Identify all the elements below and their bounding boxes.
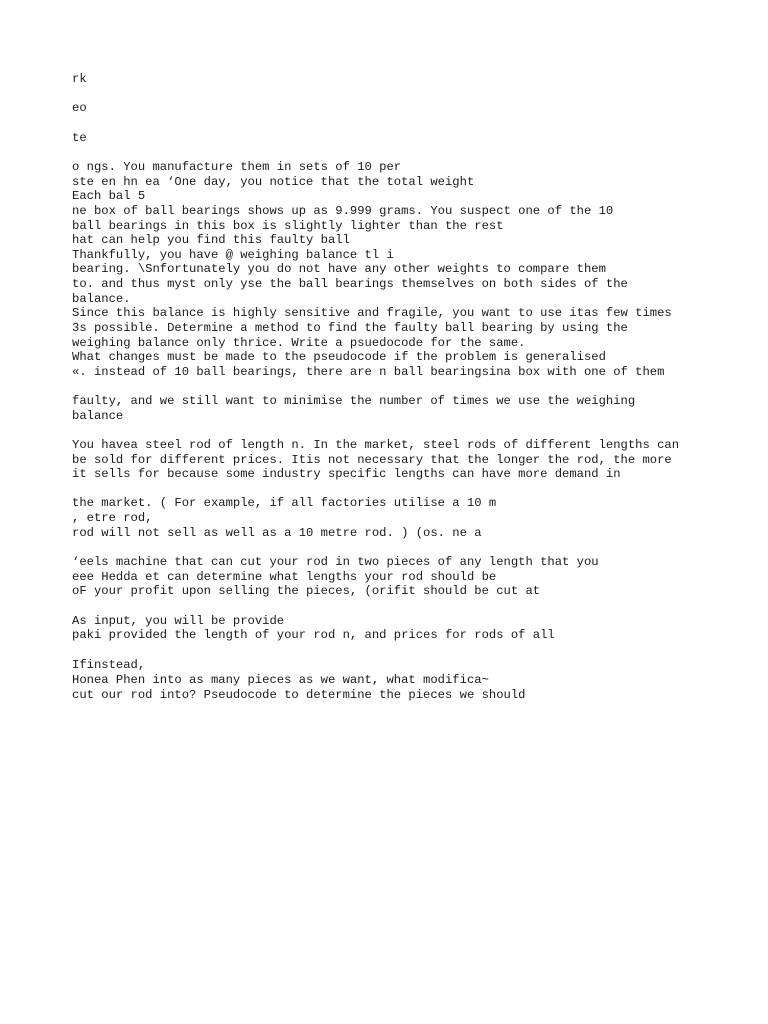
text-line: «. instead of 10 ball bearings, there are n ball bearingsina box with one of them	[72, 365, 665, 379]
text-line: balance.	[72, 292, 131, 306]
text-line: Since this balance is highly sensitive and fragile, you want to use itas few times	[72, 306, 672, 320]
text-line: oF your profit upon selling the pieces, (orifit should be cut at	[72, 584, 541, 598]
text-line: cut our rod into? Pseudocode to determine the pieces we should	[72, 688, 526, 702]
text-line: to. and thus myst only yse the ball bearings themselves on both sides of the	[72, 277, 628, 291]
text-line: weighing balance only thrice. Write a psuedocode for the same.	[72, 336, 526, 350]
text-line: balance	[72, 409, 124, 423]
fragment-line: eo	[72, 101, 87, 115]
text-line: , etre rod,	[72, 511, 153, 525]
text-line: Each bal 5	[72, 189, 146, 203]
text-line: As input, you will be provide	[72, 614, 285, 628]
text-line: rod will not sell as well as a 10 metre rod. ) (os. ne a	[72, 526, 482, 540]
text-line: ball bearings in this box is slightly lighter than the rest	[72, 219, 504, 233]
text-line: paki provided the length of your rod n, and prices for rods of all	[72, 628, 555, 642]
text-line: bearing. \Snfortunately you do not have any other weights to compare them	[72, 262, 606, 276]
text-line: be sold for different prices. Itis not necessary that the longer the rod, the more	[72, 453, 672, 467]
text-line: ste en hn ea ‘One day, you notice that the total weight	[72, 175, 475, 189]
text-line: You havea steel rod of length n. In the market, steel rods of different lengths can	[72, 438, 680, 452]
text-line: faulty, and we still want to minimise the number of times we use the weighing	[72, 394, 636, 408]
text-line: ‘eels machine that can cut your rod in two pieces of any length that you	[72, 555, 599, 569]
text-line: ne box of ball bearings shows up as 9.999 grams. You suspect one of the 10	[72, 204, 614, 218]
text-line: o ngs. You manufacture them in sets of 10 per	[72, 160, 402, 174]
text-line: What changes must be made to the pseudocode if the problem is generalised	[72, 350, 606, 364]
text-line: the market. ( For example, if all factories utilise a 10 m	[72, 496, 497, 510]
text-line: it sells for because some industry specific lengths can have more demand in	[72, 467, 621, 481]
text-line: hat can help you find this faulty ball	[72, 233, 350, 247]
fragment-line: rk	[72, 72, 87, 86]
text-line: eee Hedda et can determine what lengths your rod should be	[72, 570, 497, 584]
text-line: 3s possible. Determine a method to find the faulty ball bearing by using the	[72, 321, 628, 335]
fragment-line: te	[72, 131, 87, 145]
text-line: Thankfully, you have @ weighing balance tl i	[72, 248, 394, 262]
text-line: Ifinstead,	[72, 658, 146, 672]
text-line: Honea Phen into as many pieces as we want, what modifica~	[72, 673, 489, 687]
